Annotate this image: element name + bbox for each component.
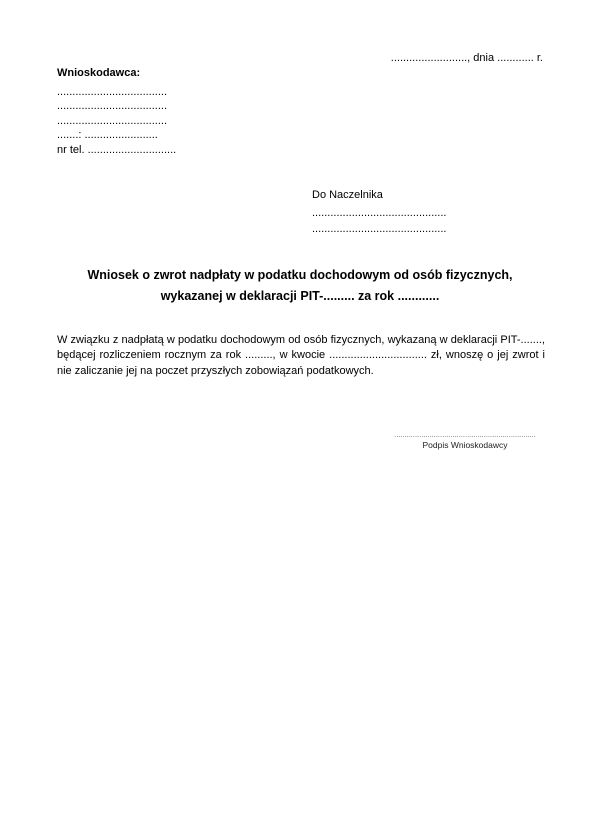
- applicant-block: [57, 66, 176, 157]
- addressee-heading: Do Naczelnika: [312, 189, 383, 201]
- applicant-address-line: ....................................: [57, 114, 168, 127]
- addressee-block: [312, 187, 446, 237]
- applicant-address-line: .......: ........................: [57, 129, 158, 141]
- applicant-phone-line: nr tel. .............................: [57, 143, 177, 156]
- applicant-address-line: ....................................: [57, 100, 168, 112]
- signature-caption: Podpis Wnioskodawcy: [422, 440, 508, 450]
- document-title-line1: Wniosek o zwrot nadpłaty w podatku dochodowym od osób fizycznych,: [87, 268, 513, 282]
- addressee-fill-in-line: ............................................: [312, 223, 447, 235]
- applicant-label: Wnioskodawca:: [57, 67, 141, 79]
- document-title: [0, 265, 600, 307]
- document-title-line2: wykazanej w deklaracji PIT-......... za rok ............: [160, 289, 440, 303]
- signature-block: [388, 430, 542, 450]
- signature-fill-in-line: ....................................................................: [394, 430, 536, 439]
- date-fill-in-line: ........................., dnia ............ r.: [390, 52, 543, 64]
- addressee-fill-in-line: ............................................: [312, 207, 447, 219]
- applicant-address-line: ....................................: [57, 85, 168, 98]
- body-paragraph: W związku z nadpłatą w podatku dochodowym od osób fizycznych, wykazaną w deklaracji PIT-......., będącej rozliczeniem rocznym za rok ........., w kwocie ................................ zł, wnoszę o jej zwrot i nie zaliczanie jej na poczet przyszłych zobowiązań podatkowych.: [57, 334, 545, 377]
